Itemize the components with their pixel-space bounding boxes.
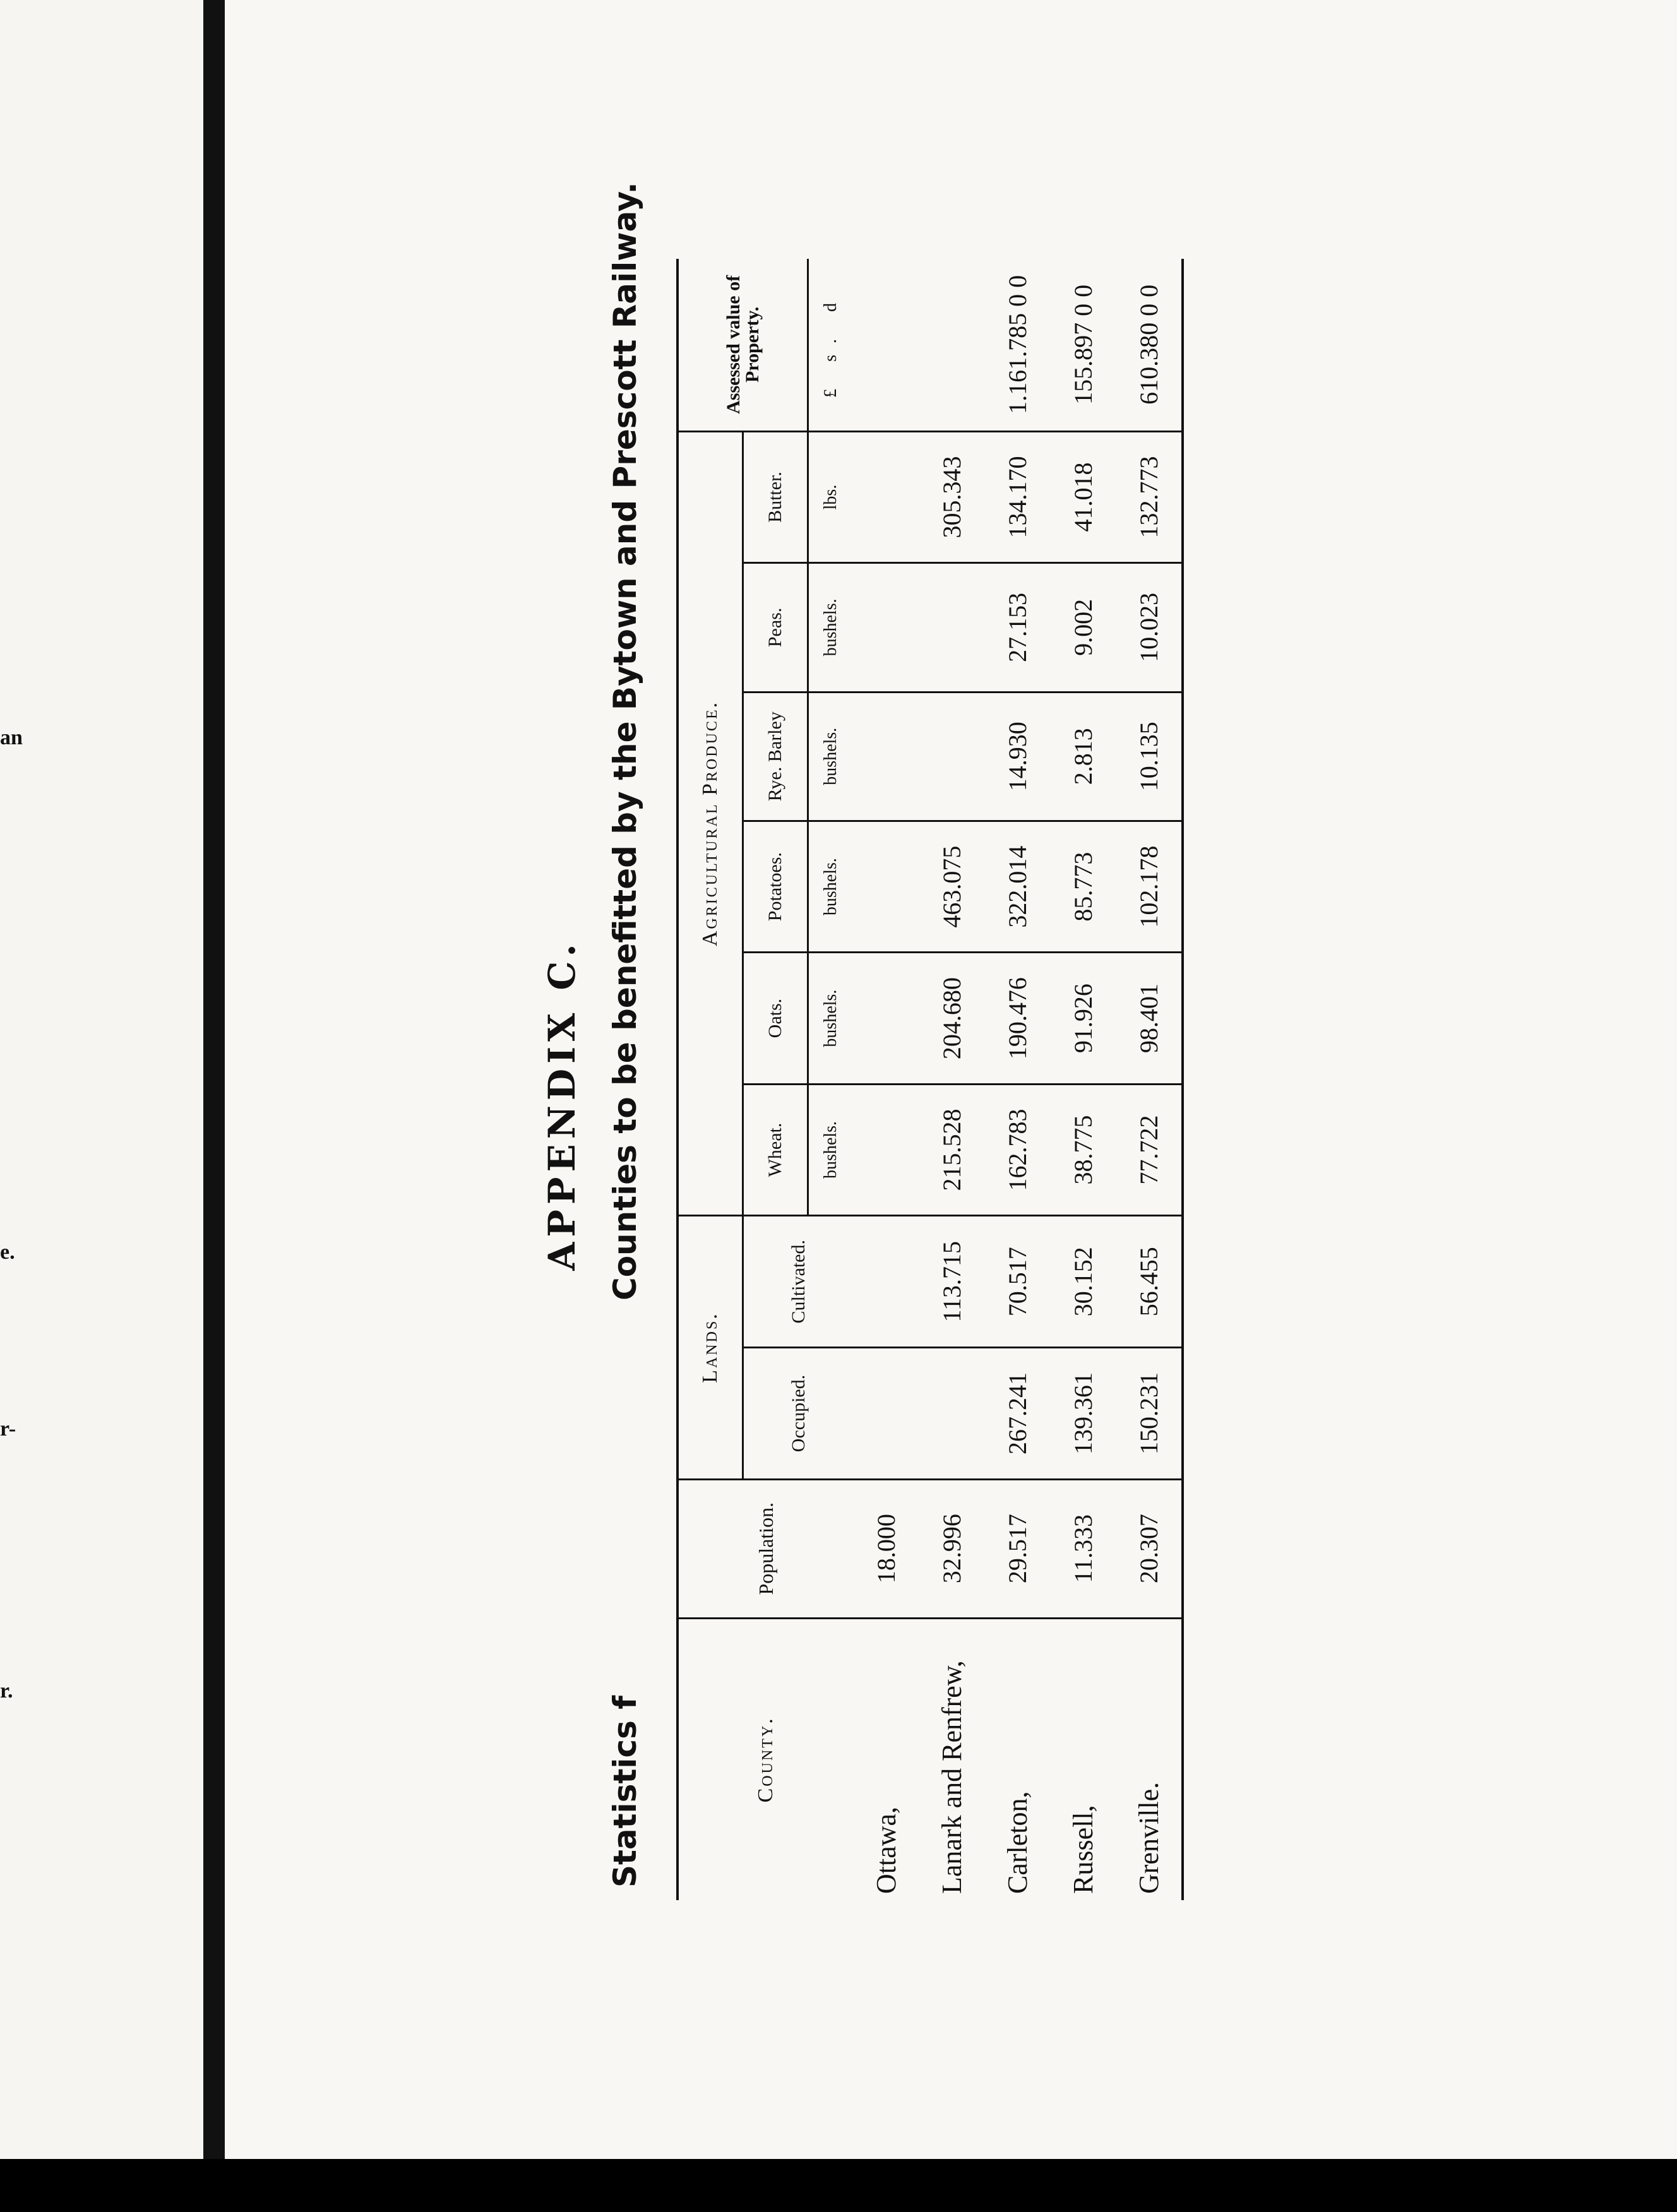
- cell-assessed: [919, 259, 984, 431]
- table-row: [853, 259, 919, 1900]
- unit-wheat: bushels.: [808, 1084, 854, 1215]
- cell-cultivated: 70.517: [984, 1216, 1050, 1348]
- header-population: Population.: [677, 1479, 853, 1618]
- table-subtitle: [607, 182, 643, 1995]
- header-cultivated: Cultivated.: [743, 1216, 854, 1348]
- cell-potatoes: [853, 821, 919, 952]
- cell-rye-barley: 10.135: [1116, 692, 1183, 821]
- bleed-fragment-4: r.: [0, 1679, 13, 1703]
- cell-peas: 27.153: [984, 563, 1050, 692]
- subtitle-lead: Statistics f: [607, 1695, 643, 1888]
- cell-oats: 204.680: [919, 953, 984, 1084]
- cell-oats: 91.926: [1050, 953, 1116, 1084]
- cell-butter: 41.018: [1050, 431, 1116, 562]
- statistics-table: [676, 259, 1184, 1900]
- table-row: [984, 259, 1050, 1900]
- cell-wheat: 162.783: [984, 1084, 1050, 1215]
- cell-butter: 132.773: [1116, 431, 1183, 562]
- cell-butter: [853, 431, 919, 562]
- cell-rye-barley: 14.930: [984, 692, 1050, 821]
- cell-occupied: 150.231: [1116, 1348, 1183, 1479]
- cell-peas: 9.002: [1050, 563, 1116, 692]
- bleed-fragment-1: an: [0, 726, 23, 749]
- header-county: County.: [677, 1618, 853, 1900]
- unit-potatoes: bushels.: [808, 821, 854, 952]
- cell-peas: 10.023: [1116, 563, 1183, 692]
- scan-bottom-edge: [0, 2159, 1677, 2212]
- header-peas: Peas.: [743, 563, 808, 692]
- unit-rye-barley: bushels.: [808, 692, 854, 821]
- unit-oats: bushels.: [808, 953, 854, 1084]
- cell-population: 32.996: [919, 1479, 984, 1618]
- scanned-page: [225, 0, 1677, 2165]
- header-agricultural: Agricultural Produce.: [677, 431, 743, 1216]
- cell-wheat: 77.722: [1116, 1084, 1183, 1215]
- bleed-fragment-2: e.: [0, 1240, 15, 1264]
- subtitle-text: Counties to be benefitted by the Bytown and Prescott Railway.: [607, 182, 643, 1300]
- cell-peas: [919, 563, 984, 692]
- header-lands: Lands.: [677, 1216, 743, 1479]
- cell-oats: 190.476: [984, 953, 1050, 1084]
- cell-occupied: 267.241: [984, 1348, 1050, 1479]
- unit-butter: lbs.: [808, 431, 854, 562]
- table-body: [853, 259, 1183, 1900]
- cell-assessed: 155.897 0 0: [1068, 284, 1097, 405]
- header-oats: Oats.: [743, 953, 808, 1084]
- cell-potatoes: 102.178: [1116, 821, 1183, 952]
- cell-rye-barley: [919, 692, 984, 821]
- cell-population: 29.517: [984, 1479, 1050, 1618]
- cell-peas: [853, 563, 919, 692]
- table-row: [1050, 259, 1116, 1900]
- previous-page-edge: [0, 0, 212, 2212]
- cell-rye-barley: 2.813: [1050, 692, 1116, 821]
- cell-potatoes: 463.075: [919, 821, 984, 952]
- cell-assessed: 1.161.785 0 0: [1003, 275, 1032, 414]
- cell-wheat: 38.775: [1050, 1084, 1116, 1215]
- cell-butter: 134.170: [984, 431, 1050, 562]
- cell-county: Lanark and Renfrew,: [919, 1618, 984, 1900]
- cell-butter: 305.343: [919, 431, 984, 562]
- cell-county: Russell,: [1050, 1618, 1116, 1900]
- appendix-title: APPENDIX C.: [540, 939, 583, 1271]
- cell-population: 18.000: [853, 1479, 919, 1618]
- cell-population: 20.307: [1116, 1479, 1183, 1618]
- cell-wheat: [853, 1084, 919, 1215]
- cell-wheat: 215.528: [919, 1084, 984, 1215]
- header-occupied: Occupied.: [743, 1348, 854, 1479]
- cell-cultivated: 113.715: [919, 1216, 984, 1348]
- header-wheat: Wheat.: [743, 1084, 808, 1215]
- gutter: [203, 0, 225, 2212]
- cell-occupied: [919, 1348, 984, 1479]
- cell-county: Grenville.: [1116, 1618, 1183, 1900]
- cell-assessed: 610.380 0 0: [1116, 259, 1183, 431]
- cell-occupied: 139.361: [1050, 1348, 1116, 1479]
- cell-occupied: [853, 1348, 919, 1479]
- rotated-content: [540, 182, 1349, 1995]
- cell-oats: 98.401: [1116, 953, 1183, 1084]
- table-row: [919, 259, 984, 1900]
- header-butter: Butter.: [743, 431, 808, 562]
- unit-assessed: £ s. d: [808, 259, 854, 431]
- cell-cultivated: 30.152: [1050, 1216, 1116, 1348]
- table-row: [1116, 259, 1183, 1900]
- cell-potatoes: 322.014: [984, 821, 1050, 952]
- header-rye-barley: Rye. Barley: [743, 692, 808, 821]
- header-assessed: Assessed value of Property.: [722, 275, 763, 414]
- unit-peas: bushels.: [808, 563, 854, 692]
- cell-assessed: [853, 259, 919, 431]
- cell-cultivated: [853, 1216, 919, 1348]
- cell-population: 11.333: [1050, 1479, 1116, 1618]
- cell-potatoes: 85.773: [1050, 821, 1116, 952]
- cell-rye-barley: [853, 692, 919, 821]
- header-potatoes: Potatoes.: [743, 821, 808, 952]
- cell-oats: [853, 953, 919, 1084]
- bleed-fragment-3: r-: [0, 1417, 16, 1441]
- cell-cultivated: 56.455: [1116, 1216, 1183, 1348]
- cell-county: Carleton,: [984, 1618, 1050, 1900]
- cell-county: Ottawa,: [853, 1618, 919, 1900]
